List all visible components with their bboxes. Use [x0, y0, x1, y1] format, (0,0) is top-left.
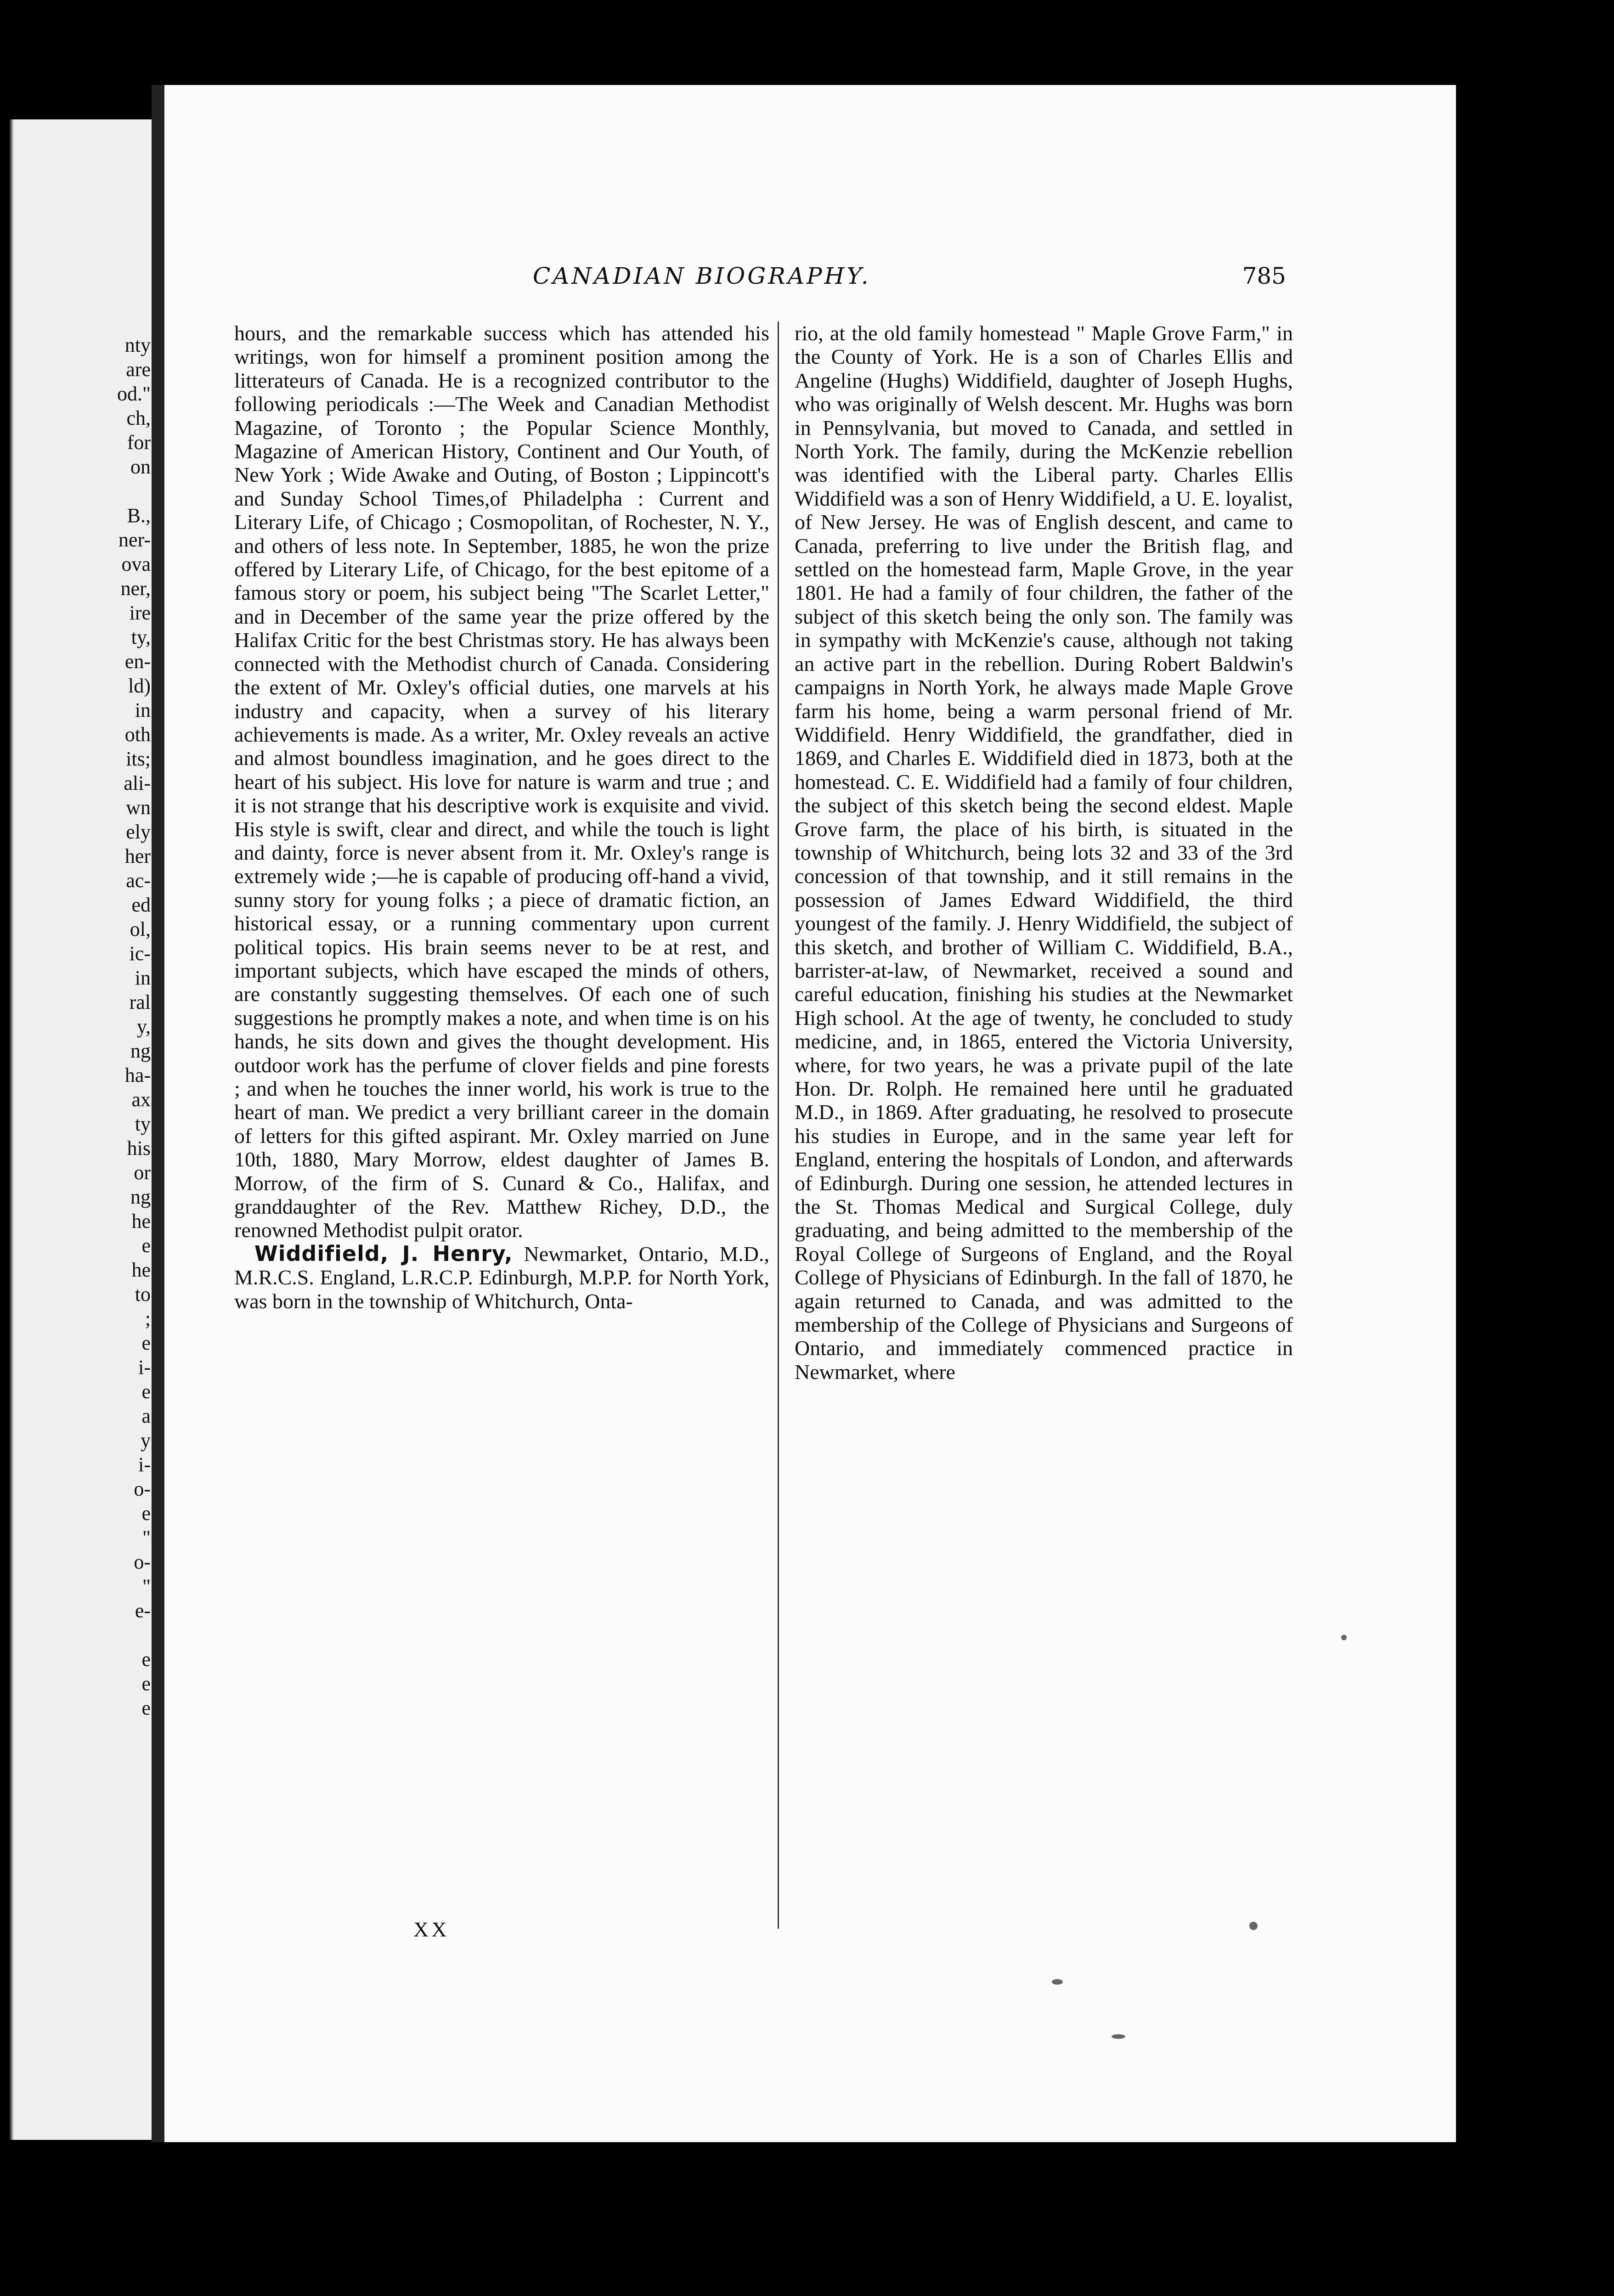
margin-fragment: o-: [134, 1551, 151, 1573]
margin-fragment: ld): [128, 675, 151, 697]
right-column: [795, 321, 1293, 1384]
adjacent-page-fragment: [0, 119, 156, 2140]
margin-fragment: e: [141, 1380, 151, 1403]
margin-fragment: ac-: [126, 869, 151, 892]
margin-fragment: ner,: [120, 577, 151, 600]
print-speck: [1249, 1922, 1258, 1930]
margin-fragment: ": [142, 1575, 151, 1598]
margin-fragment: e: [141, 1332, 151, 1354]
margin-fragment: he: [131, 1210, 151, 1232]
margin-fragment: [0, 479, 156, 503]
margin-fragment: e-: [135, 1599, 151, 1622]
oxley-paragraph: hours, and the remarkable success which has attended his writings, won for himself a prominent position among the litterateurs of Canada. He is a recognized contributor to the following periodicals :—The Week and Canadian Methodist Magazine, of Toronto ; the Popular Science Monthly, Magazine of American History, Continent and Our Youth, of New York ; Wide Awake and Outing, of Boston ; Lippincott's and Sunday School Times,of Philadelpha : Current and Literary Life, of Chicago ; Cosmopolitan, of Rochester, N. Y., and others of less note. In September, 1885, he won the prize offered by Literary Life, of Chicago, for the best epitome of a famous story or poem, his subject being "The Scarlet Letter," and in December of the same year the prize offered by the Halifax Critic for the best Christmas story. He has always been connected with the Methodist church of Canada. Considering the extent of Mr. Oxley's official duties, one marvels at his industry and capacity, when a survey of his literary achievements is made. As a writer, Mr. Oxley reveals an active and almost boundless imagination, and he goes direct to the heart of his subject. His love for nature is warm and true ; and it is not strange that his descriptive work is exquisite and vivid. His style is swift, clear and direct, and while the touch is light and dainty, force is never absent from it. Mr. Oxley's range is extremely wide ;—he is capable of producing off-hand a vivid, sunny story for young folks ; a piece of dramatic fiction, an historical essay, or a running commentary upon current political topics. His brain seems never to be at rest, and important subjects, which have escaped the minds of others, are constantly suggesting themselves. Of each one of such suggestions he promptly makes a note, and when time is on his hands, he sits down and gives the thought development. His outdoor work has the perfume of clover fields and pine forests ; and when he touches the inner world, his work is true to the heart of man. We predict a very brilliant career in the domain of letters for this gifted aspirant. Mr. Oxley married on June 10th, 1880, Mary Morrow, eldest daughter of James B. Morrow, of the firm of S. Cunard & Co., Halifax, and granddaughter of the Rev. Matthew Richey, D.D., the renowned Methodist pulpit orator.: [234, 321, 769, 1242]
margin-fragment: e: [141, 1234, 151, 1257]
margin-fragment: ol,: [130, 918, 151, 940]
margin-fragment: to: [135, 1283, 151, 1306]
margin-fragment: ng: [130, 1186, 151, 1208]
margin-fragment: nty: [124, 334, 151, 356]
margin-fragment: for: [127, 431, 151, 454]
margin-fragment: i-: [138, 1453, 151, 1476]
entry-description: Newmarket, Ontario, M.D., M.R.C.S. England, L.R.C.P. Edinburgh, M.P.P. for North York, was born in the township of Whitchurch, Onta-: [234, 1242, 769, 1313]
margin-fragment: i-: [138, 1356, 151, 1379]
margin-fragment: e: [141, 1697, 151, 1719]
print-speck: [1052, 1979, 1063, 1985]
page-edge-shadow: [152, 85, 164, 2142]
margin-fragment: in: [135, 699, 151, 721]
widdifield-entry: [234, 1242, 769, 1313]
margin-fragment: B.,: [127, 504, 151, 527]
adjacent-page-text: [0, 119, 156, 2296]
margin-fragment: ch,: [126, 407, 151, 429]
margin-fragment: ha-: [124, 1064, 151, 1086]
margin-fragment: ng: [130, 1040, 151, 1062]
margin-fragment: ed: [131, 894, 151, 916]
margin-fragment: en-: [124, 650, 151, 673]
margin-fragment: ;: [145, 1307, 151, 1330]
margin-fragment: ely: [126, 821, 151, 843]
margin-fragment: y: [141, 1429, 151, 1452]
margin-fragment: or: [134, 1161, 151, 1184]
margin-fragment: [0, 1623, 156, 1647]
margin-fragment: oth: [124, 723, 151, 746]
margin-fragment: ner-: [119, 529, 151, 551]
signature-mark: XX: [413, 1918, 450, 1941]
margin-fragment: ty,: [131, 626, 151, 648]
margin-fragment: ty: [135, 1113, 151, 1135]
margin-fragment: on: [130, 456, 151, 478]
margin-fragment: a: [141, 1405, 151, 1427]
margin-fragment: e: [141, 1672, 151, 1695]
page-number: 785: [1242, 263, 1286, 289]
margin-fragment: wn: [126, 796, 151, 819]
margin-fragment: its;: [126, 748, 151, 770]
left-column: [234, 321, 769, 1313]
margin-fragment: ali-: [124, 772, 151, 794]
running-head: CANADIAN BIOGRAPHY.: [533, 263, 871, 289]
margin-fragment: od.": [117, 383, 151, 405]
margin-fragment: he: [131, 1259, 151, 1281]
entry-name: Widdifield, J. Henry,: [254, 1241, 513, 1266]
print-speck: [1112, 2034, 1125, 2039]
margin-fragment: ic-: [129, 942, 151, 965]
margin-fragment: y,: [136, 1015, 151, 1038]
margin-fragment: in: [135, 967, 151, 989]
margin-fragment: e: [141, 1502, 151, 1525]
column-divider: [778, 321, 779, 1929]
margin-fragment: e: [141, 1648, 151, 1671]
margin-fragment: ire: [129, 602, 151, 624]
widdifield-paragraph: rio, at the old family homestead " Maple Grove Farm," in the County of York. He is a son of Charles Ellis and Angeline (Hughs) Widdifield, daughter of Joseph Hughs, who was originally of Welsh descent. Mr. Hughs was born in Pennsylvania, but moved to Canada, and settled in North York. The family, during the McKenzie rebellion was identified with the Liberal party. Charles Ellis Widdifield was a son of Henry Widdifield, a U. E. loyalist, of New Jersey. He was of English descent, and came to Canada, preferring to live under the British flag, and settled on the homestead farm, Maple Grove, in the year 1801. He had a family of four children, the father of the subject of this sketch being the only son. The family was in sympathy with McKenzie's cause, although not taking an active part in the rebellion. During Robert Baldwin's campaigns in North York, he always made Maple Grove farm his home, being a warm personal friend of Mr. Widdifield. Henry Widdifield, the grandfather, died in 1869, and Charles E. Widdifield died in 1873, both at the homestead. C. E. Widdifield had a family of four children, the subject of this sketch being the second eldest. Maple Grove farm, the place of his birth, is situated in the township of Whitchurch, being lots 32 and 33 of the 3rd concession of that township, and it still remains in the possession of James Edward Widdifield, the third youngest of the family. J. Henry Widdifield, the subject of this sketch, and brother of William C. Widdifield, B.A., barrister-at-law, of Newmarket, received a sound and careful education, finishing his studies at the Newmarket High school. At the age of twenty, he concluded to study medicine, and, in 1865, entered the Victoria University, where, for two years, he was a private pupil of the late Hon. Dr. Rolph. He remained here until he graduated M.D., in 1869. After graduating, he resolved to prosecute his studies in Europe, and in the same year left for England, entering the hospitals of London, and afterwards of Edinburgh. During one session, he attended lectures in the St. Thomas Medical and Surgical College, duly graduating, and being admitted to the membership of the Royal College of Surgeons of England, and the Royal College of Physicians of Edinburgh. In the fall of 1870, he again returned to Canada, and was admitted to the membership of the College of Physicians and Surgeons of Ontario, and immediately commenced practice in Newmarket, where: [795, 321, 1293, 1384]
margin-fragment: his: [127, 1137, 151, 1159]
margin-fragment: are: [126, 358, 151, 381]
margin-fragment: ova: [121, 553, 151, 575]
margin-fragment: her: [124, 845, 151, 867]
page-header: [533, 263, 1286, 295]
margin-fragment: ral: [129, 991, 151, 1013]
margin-fragment: o-: [134, 1478, 151, 1500]
margin-fragment: ax: [131, 1088, 151, 1111]
margin-fragment: ": [142, 1526, 151, 1549]
print-speck: [1341, 1635, 1347, 1640]
